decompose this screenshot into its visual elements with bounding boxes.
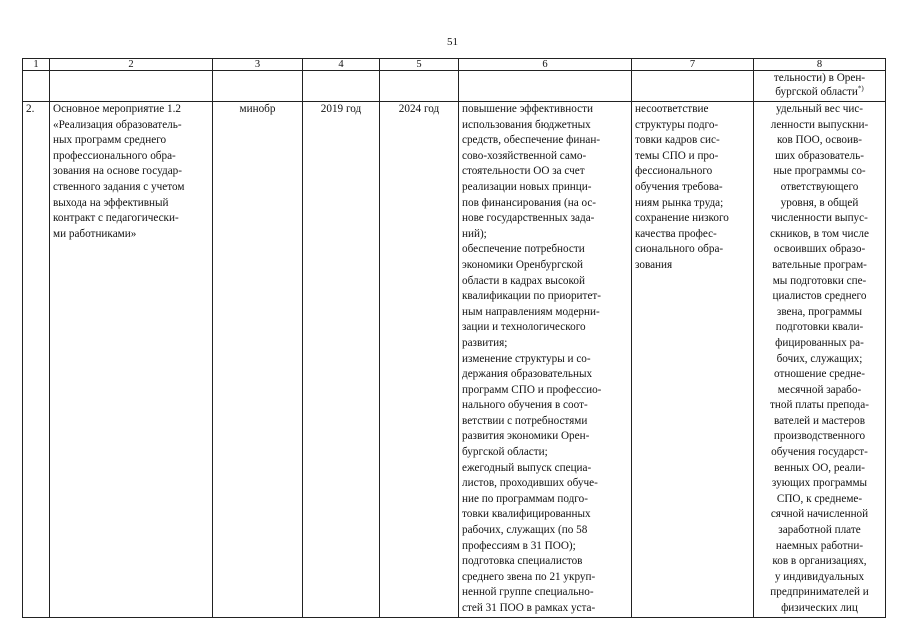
continuation-row (23, 71, 886, 102)
expected-results (459, 102, 632, 618)
non-implementation-consequences (632, 102, 754, 618)
continuation-cell-3 (213, 71, 303, 102)
header-col-8: 8 (754, 59, 886, 71)
executor: минобр (213, 102, 303, 618)
continuation-text-line1: тельности) в Орен- (773, 72, 866, 84)
continuation-cell-5 (380, 71, 459, 102)
continuation-cell-1 (23, 71, 50, 102)
header-col-4: 4 (303, 59, 380, 71)
continuation-cell-4 (303, 71, 380, 102)
continuation-cell-7 (632, 71, 754, 102)
header-col-1: 1 (23, 59, 50, 71)
column-number-header-row (23, 59, 886, 71)
indicator-links (754, 102, 886, 618)
start-year: 2019 год (303, 102, 380, 618)
expected-results-text: повышение эффективности использования бюджетных средств, обеспечение финан- сово-хозяйственной само- стоятельности ОО за счет реализации новых принци- пов финансирования (на ос- нове государственных зада- ний); обеспечение потребности экономики Оренбургской области в кадрах высокой квалификации по приоритет- ным направлениям модерни- зации и технологического развития; изменение структуры и со- держания образовательных программ СПО и профессио- нального обучения в соот- ветствии с потребностями развития экономики Орен- бургской области; ежегодный выпуск специа- листов, проходивших обуче- ние по программам подго- товки квалифицированных рабочих, служащих (по 58 профессиям в 31 ПОО); подготовка специалистов среднего звена по 21 укруп- ненной группе специально- стей 31 ПОО в рамках уста- (462, 103, 602, 614)
activity-name (50, 102, 213, 618)
activity-name-text: Основное мероприятие 1.2 «Реализация образователь- ных программ среднего профессионального обра- зования на основе государ- ственного задания с учетом выхода на эффективный контракт с педагогически- ми работниками» (53, 103, 185, 240)
header-col-6: 6 (459, 59, 632, 71)
end-year: 2024 год (380, 102, 459, 618)
header-col-3: 3 (213, 59, 303, 71)
page-number: 51 (447, 36, 458, 48)
header-col-2: 2 (50, 59, 213, 71)
footnote-marker: *) (857, 84, 864, 93)
continuation-text-line2: бургской области (775, 86, 858, 98)
indicator-links-text: удельный вес чис- ленности выпускни- ков ПОО, освоив- ших образователь- ные программы со- ответствующего уровня, в общей численности выпус- скников, в том числе освоивших образо- вательные програм- мы подготовки спе- циалистов среднего звена, программы подготовки квали- фицированных ра- бочих, служащих; отношение средне- месячной зарабо- тной платы препода- вателей и мастеров производственного обучения государст- венных ОО, реали- зующих программы СПО, к среднеме- сячной начисленной заработной плате наемных работни- ков в организациях, у индивидуальных предпринимателей и физических лиц (770, 103, 869, 614)
program-activities-table (22, 58, 886, 618)
header-col-5: 5 (380, 59, 459, 71)
consequences-text: несоответствие структуры подго- товки кадров сис- темы СПО и про- фессионального обучения требова- ниям рынка труда; сохранение низкого качества профес- сионального обра- зования (635, 103, 729, 271)
continuation-cell-6 (459, 71, 632, 102)
header-col-7: 7 (632, 59, 754, 71)
continuation-cell-2 (50, 71, 213, 102)
table-row (23, 102, 886, 618)
row-number: 2. (23, 102, 50, 618)
continuation-cell-8 (754, 71, 886, 102)
